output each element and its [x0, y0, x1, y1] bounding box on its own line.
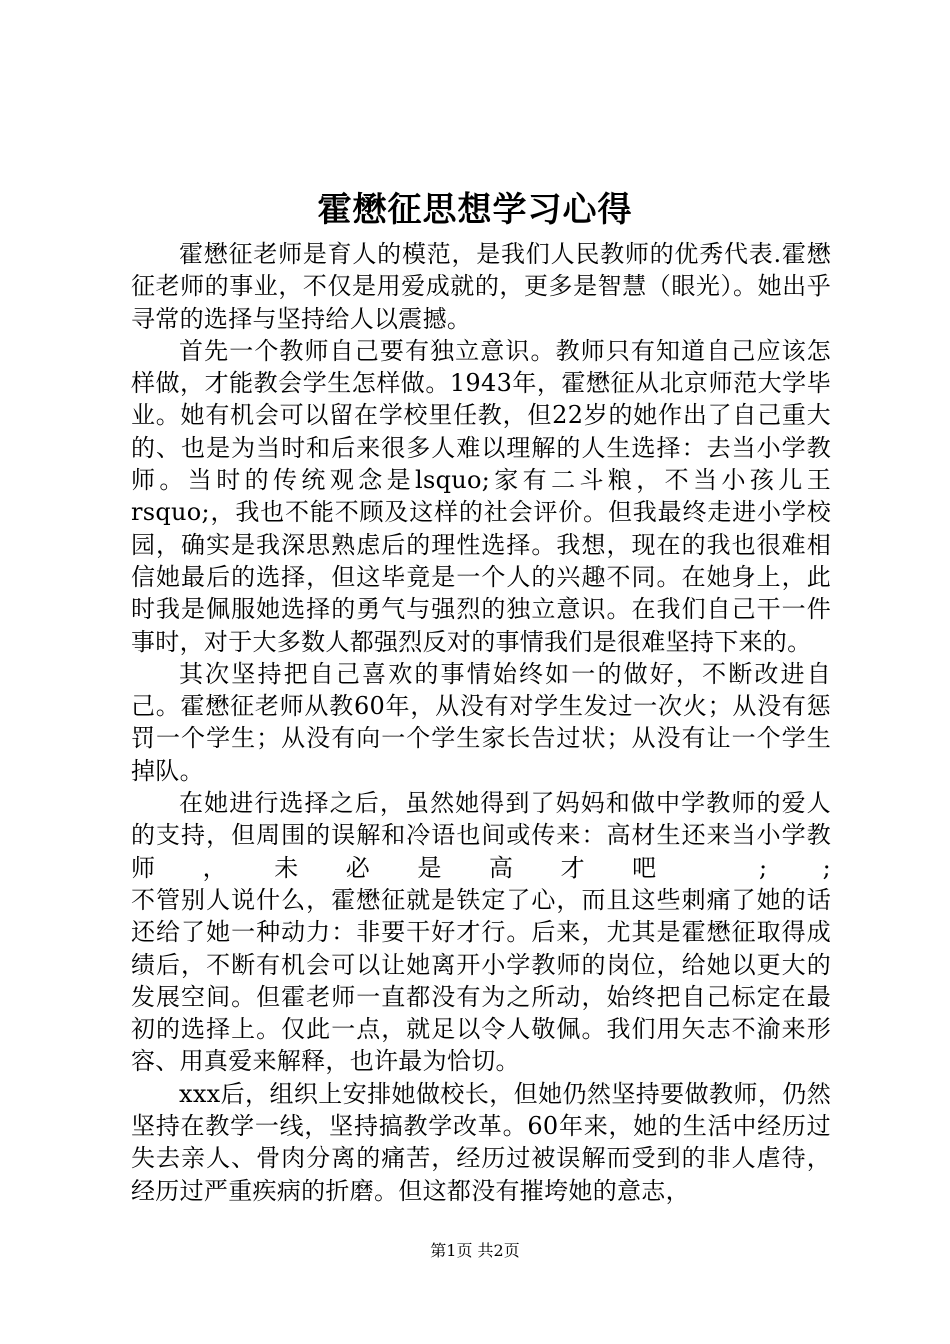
paragraph-intro: 霍懋征老师是育人的模范，是我们人民教师的优秀代表.霍懋征老师的事业，不仅是用爱成就的，更多是智慧（眼光）。她出乎寻常的选择与坚持给人以震撼。 — [131, 240, 831, 333]
paragraph-persistence: 其次坚持把自己喜欢的事情始终如一的做好，不断改进自己。霍懋征老师从教60年，从没有对学生发过一次火；从没有惩罚一个学生；从没有向一个学生家长告过状；从没有让一个学生掉队。 — [131, 659, 831, 785]
paragraph-support: 在她进行选择之后，虽然她得到了妈妈和做中学教师的爱人的支持，但周围的误解和冷语也间或传来：高材生还来当小学教师，未必是高才吧 ; ; — [131, 789, 831, 882]
page-number: 第1页 共2页 — [430, 1241, 520, 1260]
document-title: 霍懋征思想学习心得 — [317, 190, 633, 230]
document-body — [131, 238, 831, 1207]
paragraph-determination: 不管别人说什么，霍懋征就是铁定了心，而且这些刺痛了她的话还给了她一种动力：非要干好才行。后来，尤其是霍懋征取得成绩后，不断有机会可以让她离开小学教师的岗位，给她以更大的发展空间。但霍老师一直都没有为之所动，始终把自己标定在最初的选择上。仅此一点，就足以令人敬佩。我们用矢志不渝来形容、用真爱来解释，也许最为恰切。 — [131, 885, 831, 1076]
paragraph-principal: xxx后，组织上安排她做校长，但她仍然坚持要做教师，仍然坚持在教学一线，坚持搞教学改革。60年来，她的生活中经历过失去亲人、骨肉分离的痛苦，经历过被误解而受到的非人虐待，经历过严重疾病的折磨。但这都没有摧垮她的意志， — [131, 1079, 831, 1205]
paragraph-independence: 首先一个教师自己要有独立意识。教师只有知道自己应该怎样做，才能教会学生怎样做。1943年，霍懋征从北京师范大学毕业。她有机会可以留在学校里任教，但22岁的她作出了自己重大的、也是为当时和后来很多人难以理解的人生选择：去当小学教师。当时的传统观念是lsquo;家有二斗粮，不当小孩儿王rsquo;，我也不能不顾及这样的社会评价。但我最终走进小学校园，确实是我深思熟虑后的理性选择。我想，现在的我也很难相信她最后的选择，但这毕竟是一个人的兴趣不同。在她身上，此时我是佩服她选择的勇气与强烈的独立意识。在我们自己干一件事时，对于大多数人都强烈反对的事情我们是很难坚持下来的。 — [131, 336, 831, 656]
